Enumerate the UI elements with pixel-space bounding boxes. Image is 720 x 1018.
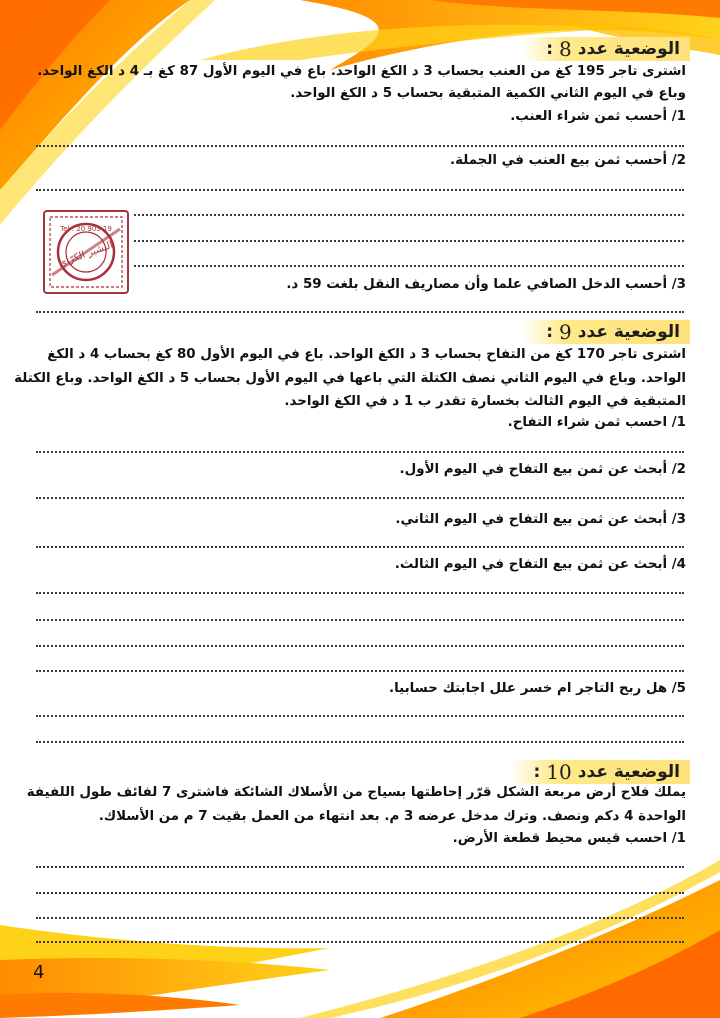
situation-8-text-line-1: اشترى تاجر 195 كغ من العنب بحساب 3 د الكغ الواحد. باع في اليوم الأول 87 كغ بـ 4 د الكغ الواحد. — [37, 64, 686, 79]
title-colon: : — [546, 39, 554, 59]
answer-line[interactable] — [36, 497, 684, 499]
title-colon: : — [533, 762, 541, 782]
situation-8-number: 8 — [559, 37, 572, 61]
stamp-name-text: البشير الكرّاي — [57, 239, 115, 270]
situation-9-question-1: 1/ احسب ثمن شراء التفاح. — [507, 415, 686, 430]
situation-9-question-4: 4/ أبحث عن ثمن بيع التفاح في اليوم الثالث. — [394, 557, 686, 572]
answer-line[interactable] — [36, 715, 684, 717]
situation-10-number: 10 — [546, 760, 572, 784]
situation-9-text-line-3: المتبقية في اليوم الثالث بخسارة تقدر ب 1 د في الكغ الواحد. — [284, 394, 686, 409]
answer-line[interactable] — [134, 265, 684, 267]
situation-8-question-2: 2/ أحسب ثمن بيع العنب في الجملة. — [450, 153, 686, 168]
title-colon: : — [546, 322, 554, 342]
situation-9-text-line-2: الواحد. وباع في اليوم الثاني نصف الكتلة التي باعها في اليوم الأول بحساب 5 د الكغ الواحد. وباع الكتلة — [14, 371, 686, 386]
situation-9-question-3: 3/ أبحث عن ثمن بيع التفاح في اليوم الثاني. — [395, 512, 686, 527]
situation-8-title — [522, 37, 690, 61]
situation-10-text-line-1: يملك فلاح أرض مربعة الشكل قرّر إحاطتها بسياج من الأسلاك الشائكة فاشترى 7 لفائف طول اللفيفة — [26, 785, 686, 800]
answer-line[interactable] — [36, 592, 684, 594]
answer-line[interactable] — [36, 892, 684, 894]
situation-9-question-2: 2/ أبحث عن ثمن بيع التفاح في اليوم الأول. — [399, 462, 686, 477]
answer-line[interactable] — [134, 214, 684, 216]
answer-line[interactable] — [36, 645, 684, 647]
situation-8-title-text: الوضعية عدد — [577, 39, 680, 59]
situation-10-question-1: 1/ احسب قيس محيط قطعة الأرض. — [452, 831, 686, 846]
answer-line[interactable] — [36, 451, 684, 453]
situation-10-text-line-2: الواحدة 4 دكم ونصف. وترك مدخل عرضه 3 م. بعد انتهاء من العمل بقيت 7 م من الأسلاك. — [98, 809, 686, 824]
answer-line[interactable] — [36, 917, 684, 919]
situation-9-number: 9 — [559, 320, 572, 344]
situation-9-question-5: 5/ هل ربح التاجر ام خسر علل اجابتك حسابيا. — [389, 681, 686, 696]
answer-line[interactable] — [36, 189, 684, 191]
answer-line[interactable] — [36, 145, 684, 147]
situation-10-title-text: الوضعية عدد — [577, 762, 680, 782]
answer-line[interactable] — [36, 941, 684, 943]
page-number: 4 — [33, 962, 45, 983]
answer-line[interactable] — [36, 546, 684, 548]
answer-line[interactable] — [36, 619, 684, 621]
situation-9-text-line-1: اشترى تاجر 170 كغ من التفاح بحساب 3 د الكغ الواحد. باع في اليوم الأول 80 كغ بحساب 4 د الكغ — [47, 347, 686, 362]
situation-9-title-text: الوضعية عدد — [577, 322, 680, 342]
answer-line[interactable] — [36, 670, 684, 672]
situation-9-title — [522, 320, 690, 344]
situation-8-question-1: 1/ أحسب ثمن شراء العنب. — [510, 109, 686, 124]
stamp-tel-text: Tel : 20 903 19 — [60, 225, 112, 233]
situation-8-question-3: 3/ أحسب الدخل الصافي علما وأن مصاريف النقل بلغت 59 د. — [286, 277, 686, 292]
answer-line[interactable] — [134, 240, 684, 242]
situation-8-text-line-2: وباع في اليوم الثاني الكمية المتبقية بحساب 5 د الكغ الواحد. — [290, 86, 686, 101]
situation-10-title — [510, 760, 690, 784]
answer-line[interactable] — [36, 311, 684, 313]
answer-line[interactable] — [36, 866, 684, 868]
answer-line[interactable] — [36, 741, 684, 743]
stamp-image — [38, 203, 134, 299]
